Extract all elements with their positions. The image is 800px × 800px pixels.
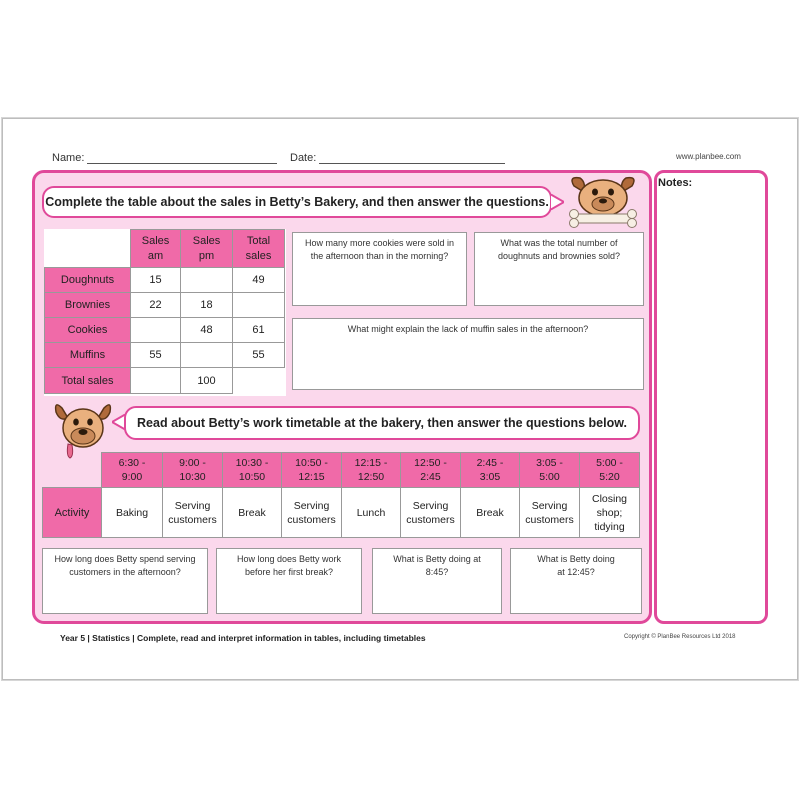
dog-icon xyxy=(566,172,640,228)
table-cell-blank[interactable] xyxy=(131,318,181,343)
copyright: Copyright © PlanBee Resources Ltd 2018 xyxy=(624,634,736,640)
row-label: Cookies xyxy=(45,318,131,343)
activity-cell: Serving customers xyxy=(401,488,461,538)
footer-title: Year 5 | Statistics | Complete, read and interpret information in tables, including timetables xyxy=(60,633,426,643)
website-label: www.planbee.com xyxy=(676,152,741,161)
question-text: How long does Betty work before her first break? xyxy=(236,554,342,577)
table-cell: 18 xyxy=(181,293,233,318)
question-box[interactable] xyxy=(216,548,362,614)
table-cell: 22 xyxy=(131,293,181,318)
instruction-text-1: Complete the table about the sales in Betty’s Bakery, and then answer the questions. xyxy=(45,195,549,209)
column-header: Sales am xyxy=(131,230,181,268)
time-header: 9:00 - 10:30 xyxy=(163,453,223,488)
time-header: 10:30 - 10:50 xyxy=(223,453,282,488)
instruction-bubble-2 xyxy=(124,406,640,440)
column-header: Sales pm xyxy=(181,230,233,268)
question-text: What is Betty doing at 12:45? xyxy=(537,554,615,577)
table-cell: 55 xyxy=(233,343,285,368)
time-header: 5:00 - 5:20 xyxy=(580,453,640,488)
question-text: What might explain the lack of muffin sales in the afternoon? xyxy=(347,324,589,334)
table-corner xyxy=(45,230,131,268)
notes-label: Notes: xyxy=(658,177,693,189)
table-cell: 15 xyxy=(131,268,181,293)
table-row xyxy=(45,318,285,343)
table-row xyxy=(45,293,285,318)
activity-cell: Closing shop; tidying xyxy=(580,488,640,538)
activity-cell: Serving customers xyxy=(520,488,580,538)
timetable xyxy=(42,452,640,538)
activity-cell: Break xyxy=(223,488,282,538)
question-box[interactable] xyxy=(292,318,644,390)
column-header: Total sales xyxy=(233,230,285,268)
table-cell-blank[interactable] xyxy=(181,343,233,368)
instruction-bubble-1 xyxy=(42,186,552,218)
row-label: Muffins xyxy=(45,343,131,368)
activity-row xyxy=(43,488,640,538)
question-box[interactable] xyxy=(292,232,467,306)
table-row xyxy=(45,343,285,368)
timetable-corner xyxy=(43,453,102,488)
question-box[interactable] xyxy=(474,232,644,306)
table-cell: 48 xyxy=(181,318,233,343)
table-cell-empty xyxy=(233,368,285,394)
time-header: 2:45 - 3:05 xyxy=(461,453,520,488)
activity-cell: Serving customers xyxy=(282,488,342,538)
time-header: 12:50 - 2:45 xyxy=(401,453,461,488)
row-label: Activity xyxy=(43,488,102,538)
time-header: 12:15 - 12:50 xyxy=(342,453,401,488)
time-header: 6:30 - 9:00 xyxy=(102,453,163,488)
instruction-text-2: Read about Betty’s work timetable at the bakery, then answer the questions below. xyxy=(137,416,627,430)
question-box[interactable] xyxy=(42,548,208,614)
name-line[interactable] xyxy=(87,151,277,164)
name-label: Name: xyxy=(52,152,85,164)
activity-cell: Break xyxy=(461,488,520,538)
time-header: 3:05 - 5:00 xyxy=(520,453,580,488)
question-text: How many more cookies were sold in the afternoon than in the morning? xyxy=(304,238,455,261)
table-row xyxy=(45,268,285,293)
activity-cell: Lunch xyxy=(342,488,401,538)
time-header: 10:50 - 12:15 xyxy=(282,453,342,488)
date-line[interactable] xyxy=(319,151,505,164)
table-cell-blank[interactable] xyxy=(181,268,233,293)
sales-table xyxy=(44,229,285,394)
question-text: How long does Betty spend serving customers in the afternoon? xyxy=(54,554,196,577)
row-label: Total sales xyxy=(45,368,131,394)
table-row xyxy=(45,368,285,394)
table-cell: 100 xyxy=(181,368,233,394)
notes-box[interactable] xyxy=(654,170,768,624)
name-field[interactable] xyxy=(52,151,277,164)
activity-cell: Baking xyxy=(102,488,163,538)
row-label: Brownies xyxy=(45,293,131,318)
row-label: Doughnuts xyxy=(45,268,131,293)
question-text: What was the total number of doughnuts and brownies sold? xyxy=(497,238,621,261)
date-label: Date: xyxy=(290,152,317,164)
table-cell: 61 xyxy=(233,318,285,343)
table-cell: 49 xyxy=(233,268,285,293)
question-box[interactable] xyxy=(510,548,642,614)
table-cell-blank[interactable] xyxy=(233,293,285,318)
question-box[interactable] xyxy=(372,548,502,614)
bubble-tail-1 xyxy=(550,194,564,210)
table-cell-blank[interactable] xyxy=(131,368,181,394)
date-field[interactable] xyxy=(290,151,505,164)
activity-cell: Serving customers xyxy=(163,488,223,538)
question-text: What is Betty doing at 8:45? xyxy=(393,554,481,577)
table-cell: 55 xyxy=(131,343,181,368)
